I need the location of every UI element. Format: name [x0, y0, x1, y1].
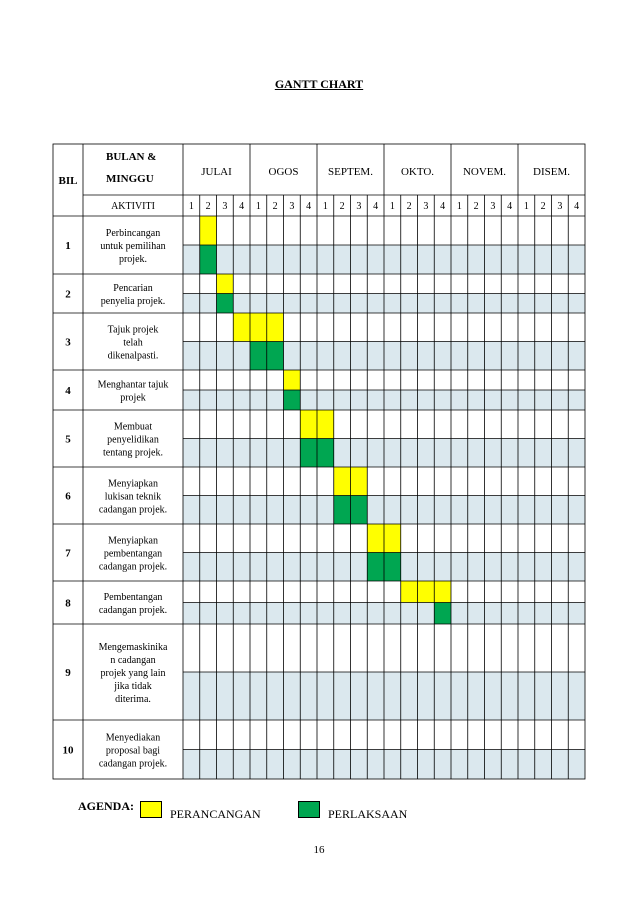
impl-bar	[267, 342, 284, 371]
month-label: DISEM.	[533, 166, 570, 178]
activity-text: cadangan projek.	[98, 561, 168, 573]
header-aktiviti: AKTIVITI	[111, 201, 155, 212]
legend-impl-label: PERLAKSAAN	[328, 807, 408, 821]
month-label: JULAI	[201, 166, 232, 178]
activity-number: 4	[65, 385, 71, 397]
activity-text: projek.	[118, 254, 148, 265]
activity-text: penyelia projek.	[100, 296, 166, 307]
impl-bar	[317, 439, 334, 468]
impl-bar	[300, 439, 317, 468]
week-label: 2	[406, 201, 412, 212]
activity-text: Tajuk projek	[107, 324, 159, 336]
impl-bar	[367, 553, 384, 582]
activity-text: n cadangan	[110, 655, 156, 666]
header-bil: BIL	[58, 175, 78, 187]
activity-text: cadangan projek.	[98, 758, 168, 770]
activity-text: Menyiapkan	[108, 478, 158, 490]
week-label: 2	[205, 201, 211, 212]
legend-agenda-label: AGENDA:	[78, 799, 134, 813]
activity-number: 5	[65, 433, 71, 446]
legend-impl-swatch	[298, 801, 320, 818]
plan-bar	[200, 216, 217, 245]
activity-text: jika tidak	[114, 681, 152, 692]
week-label: 1	[456, 201, 462, 212]
impl-bar	[284, 390, 301, 410]
header-bulan: BULAN &	[106, 151, 157, 163]
activity-text: pembentangan	[103, 548, 163, 560]
activity-number: 9	[65, 667, 71, 679]
activity-text: Menghantar tajuk	[97, 379, 169, 391]
week-label: 1	[389, 201, 395, 212]
month-label: OKTO.	[400, 166, 435, 178]
header-minggu: MINGGU	[106, 173, 154, 185]
activity-text: Mengemaskinika	[98, 642, 168, 653]
page-number: 16	[313, 844, 325, 856]
week-label: 3	[490, 201, 496, 212]
week-label: 1	[322, 201, 328, 212]
plan-bar	[384, 524, 401, 553]
plan-bar	[401, 581, 418, 603]
week-label: 4	[440, 201, 446, 212]
week-label: 1	[523, 201, 529, 212]
activity-text: projek	[120, 392, 146, 404]
plan-bar	[351, 467, 368, 496]
week-label: 1	[188, 201, 194, 212]
impl-bar	[384, 553, 401, 582]
legend-plan-label: PERANCANGAN	[170, 807, 261, 821]
activity-number: 2	[65, 288, 71, 301]
activity-text: Pencarian	[113, 283, 153, 294]
impl-bar	[250, 342, 267, 371]
plan-bar	[250, 313, 267, 342]
impl-bar	[200, 245, 217, 274]
month-label: SEPTEM.	[328, 166, 373, 178]
week-label: 2	[540, 201, 546, 212]
activity-number: 6	[65, 490, 71, 503]
week-label: 2	[339, 201, 345, 212]
week-label: 3	[222, 201, 228, 212]
activity-text: Menyediakan	[105, 732, 161, 744]
activity-number: 10	[62, 744, 74, 757]
week-label: 2	[272, 201, 278, 212]
activity-number: 3	[65, 336, 71, 349]
activity-text: untuk pemilihan	[100, 241, 166, 252]
week-label: 4	[574, 201, 580, 212]
week-label: 3	[557, 201, 563, 212]
week-label: 1	[255, 201, 261, 212]
month-label: OGOS	[268, 166, 299, 178]
activity-text: tentang projek.	[103, 447, 163, 459]
activity-text: projek yang lain	[100, 668, 166, 679]
week-label: 4	[239, 201, 245, 212]
plan-bar	[233, 313, 250, 342]
plan-bar	[367, 524, 384, 553]
plan-bar	[300, 410, 317, 439]
plan-bar	[434, 581, 451, 603]
plan-bar	[284, 370, 301, 390]
activity-text: Perbincangan	[105, 228, 161, 239]
plan-bar	[418, 581, 435, 603]
impl-bar	[217, 294, 234, 314]
week-label: 3	[423, 201, 429, 212]
impl-bar	[351, 496, 368, 525]
activity-text: Pembentangan	[103, 592, 163, 603]
activity-text: Membuat	[113, 421, 153, 433]
activity-text: penyelidikan	[107, 434, 159, 446]
impl-bar	[334, 496, 351, 525]
plan-bar	[317, 410, 334, 439]
week-label: 3	[289, 201, 295, 212]
page-title: GANTT CHART	[274, 77, 364, 91]
month-label: NOVEM.	[462, 166, 507, 178]
activity-number: 8	[65, 597, 71, 610]
activity-number: 1	[65, 240, 71, 252]
activity-text: Menyiapkan	[108, 535, 158, 547]
week-label: 2	[473, 201, 479, 212]
week-label: 4	[507, 201, 513, 212]
activity-text: dikenalpasti.	[107, 350, 159, 362]
impl-bar	[434, 603, 451, 625]
plan-bar	[334, 467, 351, 496]
activity-text: cadangan projek.	[98, 605, 168, 616]
week-label: 4	[373, 201, 379, 212]
activity-text: telah	[123, 337, 143, 349]
plan-bar	[267, 313, 284, 342]
week-label: 3	[356, 201, 362, 212]
activity-text: lukisan teknik	[104, 491, 162, 503]
plan-bar	[217, 274, 234, 294]
activity-text: cadangan projek.	[98, 504, 168, 516]
legend-plan-swatch	[140, 801, 162, 818]
activity-text: proposal bagi	[105, 745, 161, 757]
week-label: 4	[306, 201, 312, 212]
activity-number: 7	[65, 547, 71, 560]
activity-text: diterima.	[115, 694, 151, 705]
